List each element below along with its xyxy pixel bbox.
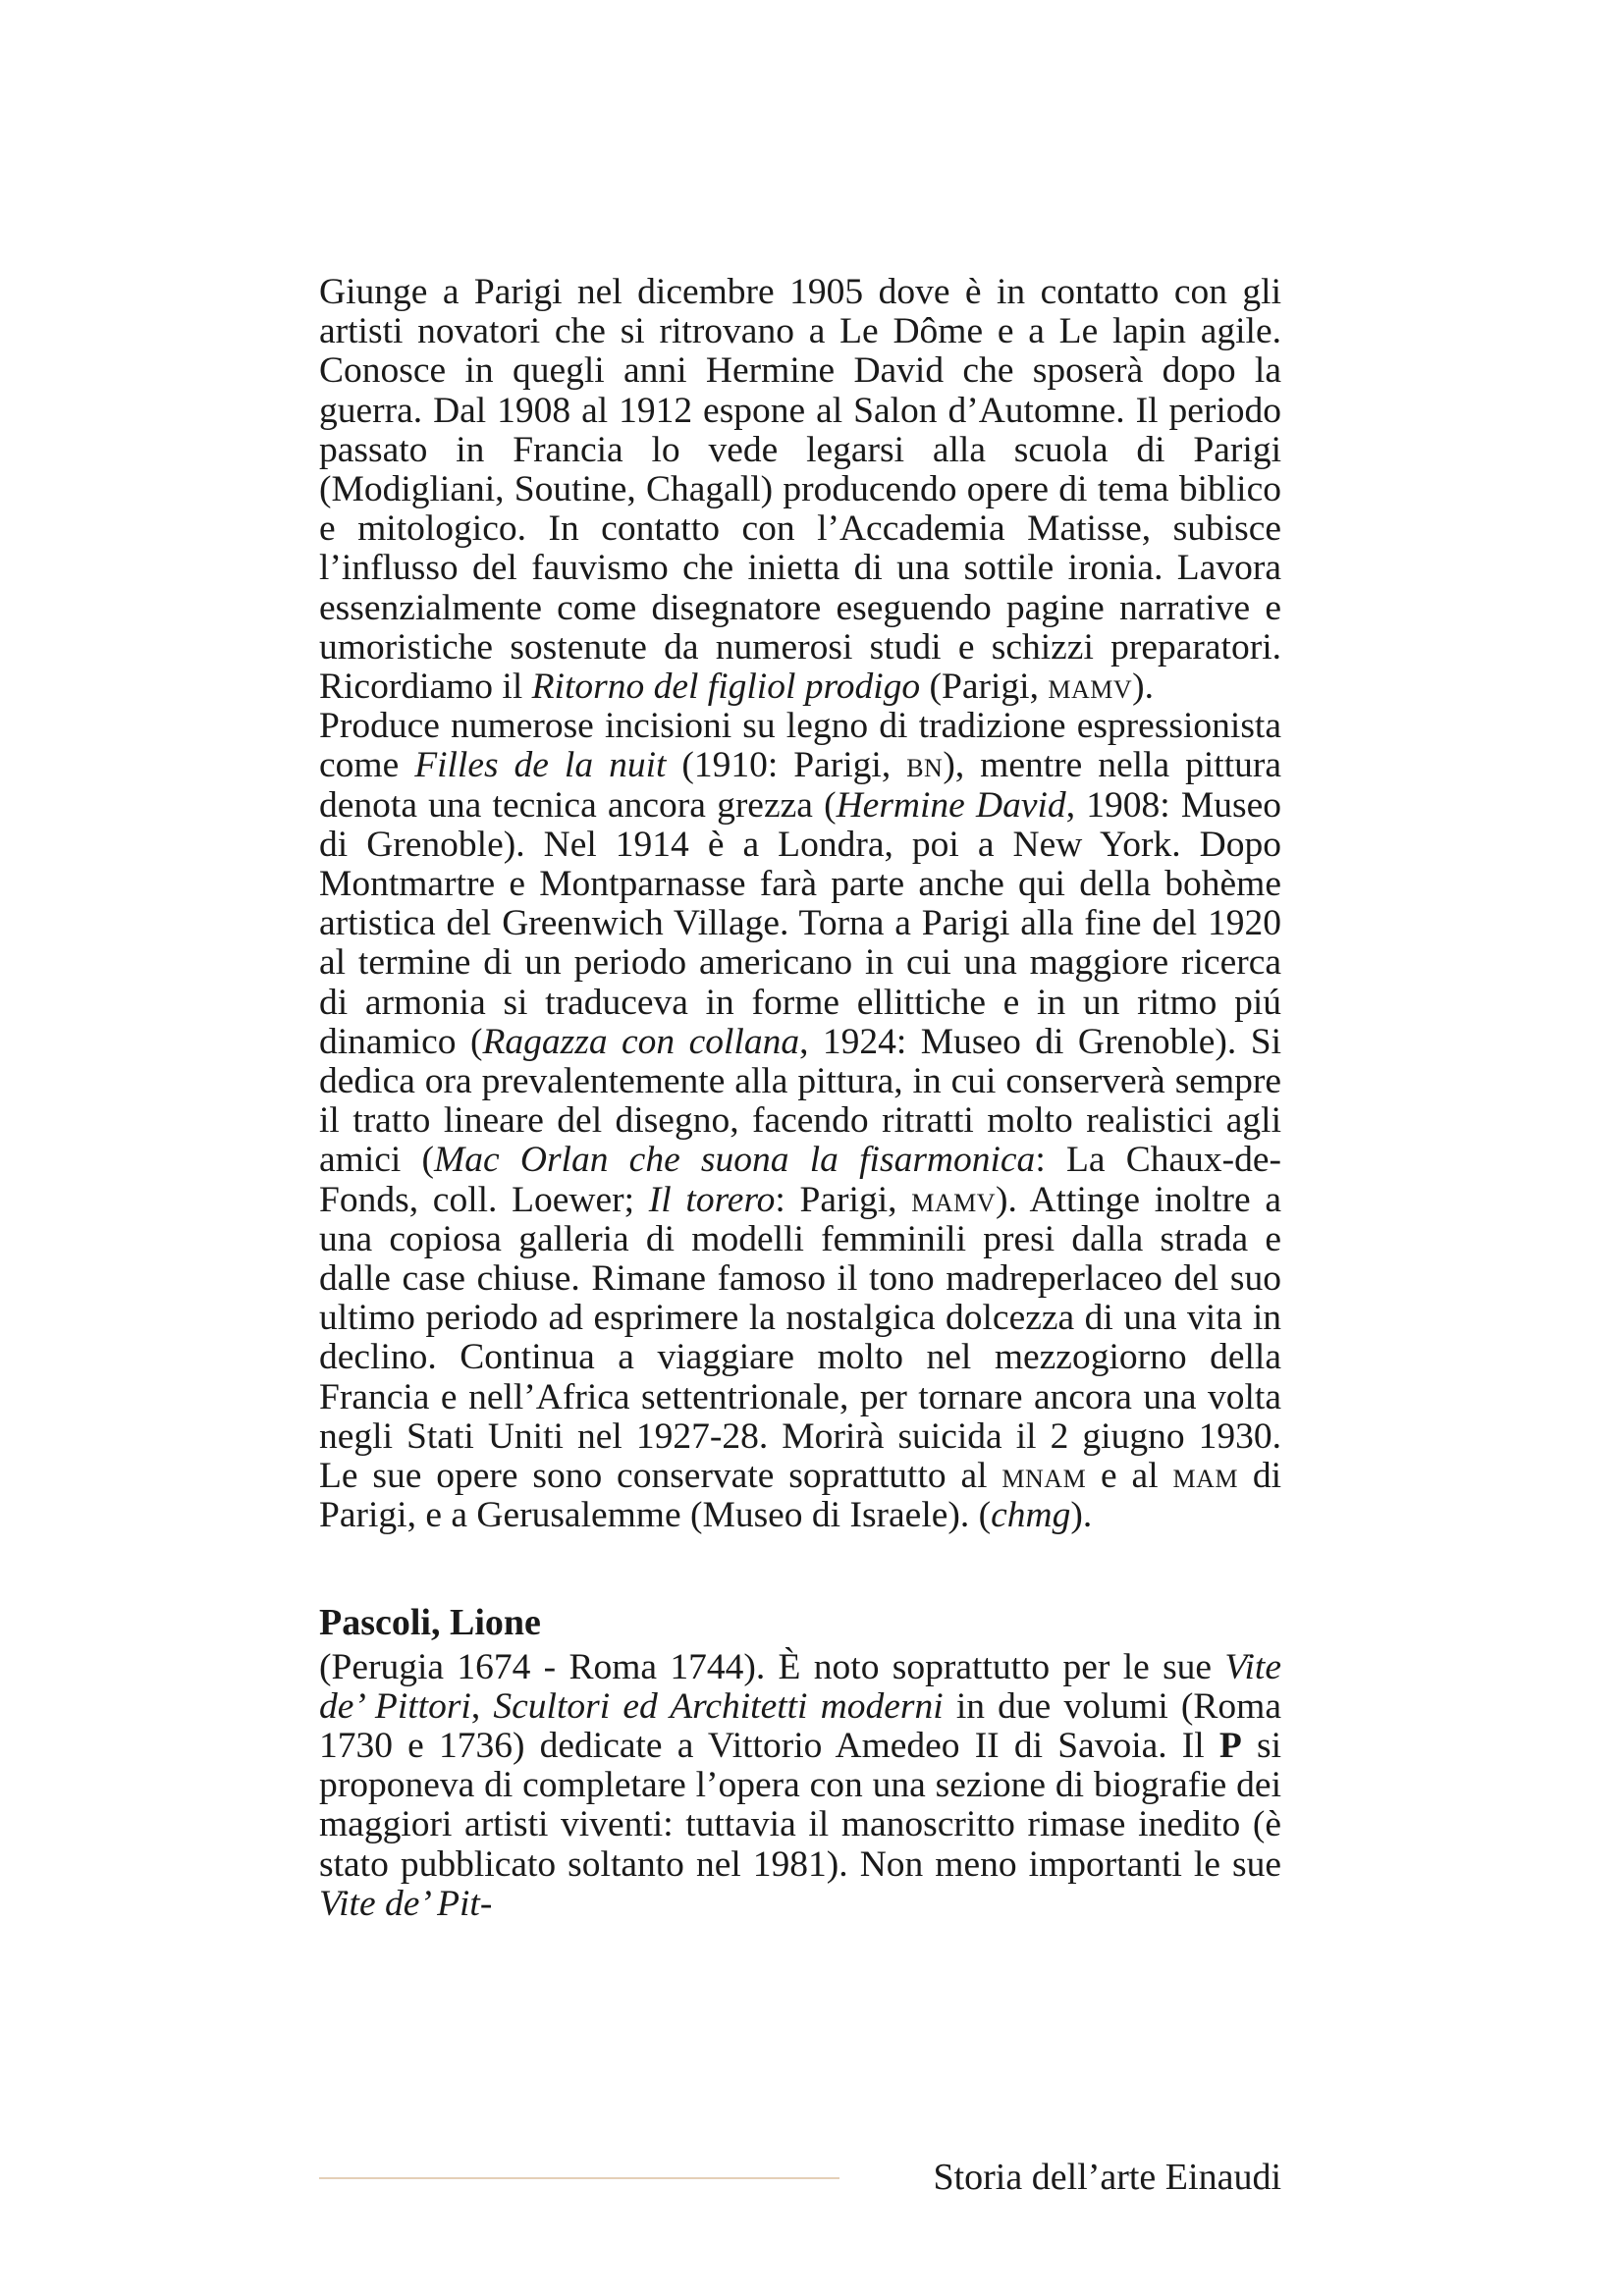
text-run: Giunge a Parigi nel dicembre 1905 dove è in contatto con gli artisti novatori che si ritrovano a Le Dôme e a Le lapin agile. Conosce in quegli anni Hermine David che sposerà dopo la guerra. Dal 1908 al 1912 espone al Salon d’Automne. Il periodo passato in Francia lo vede legarsi alla scuola di Parigi (Modigliani, Soutine, Chagall) producendo opere di tema biblico e mitologico. In contatto con l’Accademia Matisse, subisce l’influsso del fauvismo che inietta di una sottile ironia. Lavora essenzialmente come disegnatore eseguendo pagine narrative e umoristiche sostenute da numerosi studi e schizzi preparatori. Ricordiamo il xyxy=(319,272,1281,708)
paragraph-1 xyxy=(319,273,1281,707)
text-run: (1910: Parigi, xyxy=(666,745,907,786)
text-run: ), mentre nella pittura denota una tecnica ancora grezza ( xyxy=(319,745,1281,826)
text-run: ). xyxy=(1132,667,1155,708)
text-run: (Perugia 1674 - Roma 1744). È noto soprattutto per le sue xyxy=(319,1646,1225,1687)
italic-text: Vite de’ Pittori xyxy=(319,1646,1281,1727)
abbreviation: mam xyxy=(1172,1456,1238,1497)
paragraph-3 xyxy=(319,1648,1281,1924)
text-run: Produce numerose incisioni su legno di tradizione espressionista come xyxy=(319,706,1281,786)
text-run: ). xyxy=(1070,1495,1093,1536)
text-run: : Parigi, xyxy=(775,1179,912,1220)
text-run: ). Attinge inoltre a una copiosa galleria di modelli femminili presi dalla strada e dalle case chiuse. Rimane famoso il tono madreperlaceo del suo ultimo periodo ad esprimere la nostalgica dolcezza di una vita in declino. Continua a viaggiare molto nel mezzogiorno della Francia e nell’Africa settentrionale, per tornare ancora una volta negli Stati Uniti nel 1927-28. Morirà suicida il 2 giugno 1930. Le sue opere sono conservate soprattutto al xyxy=(319,1179,1282,1497)
footer-rule xyxy=(319,2177,839,2179)
abbreviation: mnam xyxy=(1001,1456,1087,1497)
italic-text: Il torero xyxy=(648,1179,776,1220)
text-run: , 1924: Museo di Grenoble). Si dedica ora prevalentemente alla pittura, in cui conserverà sempre il tratto lineare del disegno, facendo ritratti molto realistici agli amici ( xyxy=(319,1021,1281,1181)
italic-text: Hermine David xyxy=(836,784,1066,826)
italic-text: Filles de la nuit xyxy=(414,745,667,786)
bold-text: P xyxy=(1218,1725,1242,1766)
italic-text: Scultori ed Architetti moderni xyxy=(493,1685,944,1727)
italic-text: Vite de’ Pit- xyxy=(319,1883,493,1924)
text-run: e al xyxy=(1086,1456,1173,1497)
text-run: si proponeva di completare l’opera con una sezione di biografie dei maggiori artisti viventi: tuttavia il manoscritto rimase inedito (è stato pubblicato soltanto nel 1981). Non meno importanti le sue xyxy=(319,1725,1281,1885)
italic-text: chmg xyxy=(991,1495,1071,1536)
italic-text: Ritorno del figliol prodigo xyxy=(531,667,921,708)
italic-text: Mac Orlan che suona la fisarmonica xyxy=(434,1140,1036,1181)
entry-title: Pascoli, Lione xyxy=(319,1601,541,1643)
abbreviation: bn xyxy=(906,745,944,786)
abbreviation: mamv xyxy=(1048,667,1133,708)
text-run: : La Chaux-de-Fonds, coll. Loewer; xyxy=(319,1140,1281,1220)
italic-text: Ragazza con collana xyxy=(482,1021,800,1062)
paragraph-2 xyxy=(319,707,1281,1535)
text-run: , xyxy=(470,1685,494,1727)
footer-title: Storia dell’arte Einaudi xyxy=(933,2157,1281,2198)
page-body xyxy=(319,273,1281,1924)
text-run: (Parigi, xyxy=(920,667,1049,708)
abbreviation: mamv xyxy=(911,1179,997,1220)
text-run: di Parigi, e a Gerusalemme (Museo di Israele). ( xyxy=(319,1456,1282,1536)
text-run: , 1908: Museo di Grenoble). Nel 1914 è a Londra, poi a New York. Dopo Montmartre e Montparnasse farà parte anche qui della bohème artistica del Greenwich Village. Torna a Parigi alla fine del 1920 al termine di un periodo americano in cui una maggiore ricerca di armonia si traduceva in forme ellittiche e in un ritmo piú dinamico ( xyxy=(319,784,1282,1062)
page-footer xyxy=(319,2153,1281,2202)
text-run: in due volumi (Roma 1730 e 1736) dedicate a Vittorio Amedeo II di Savoia. Il xyxy=(319,1685,1281,1766)
